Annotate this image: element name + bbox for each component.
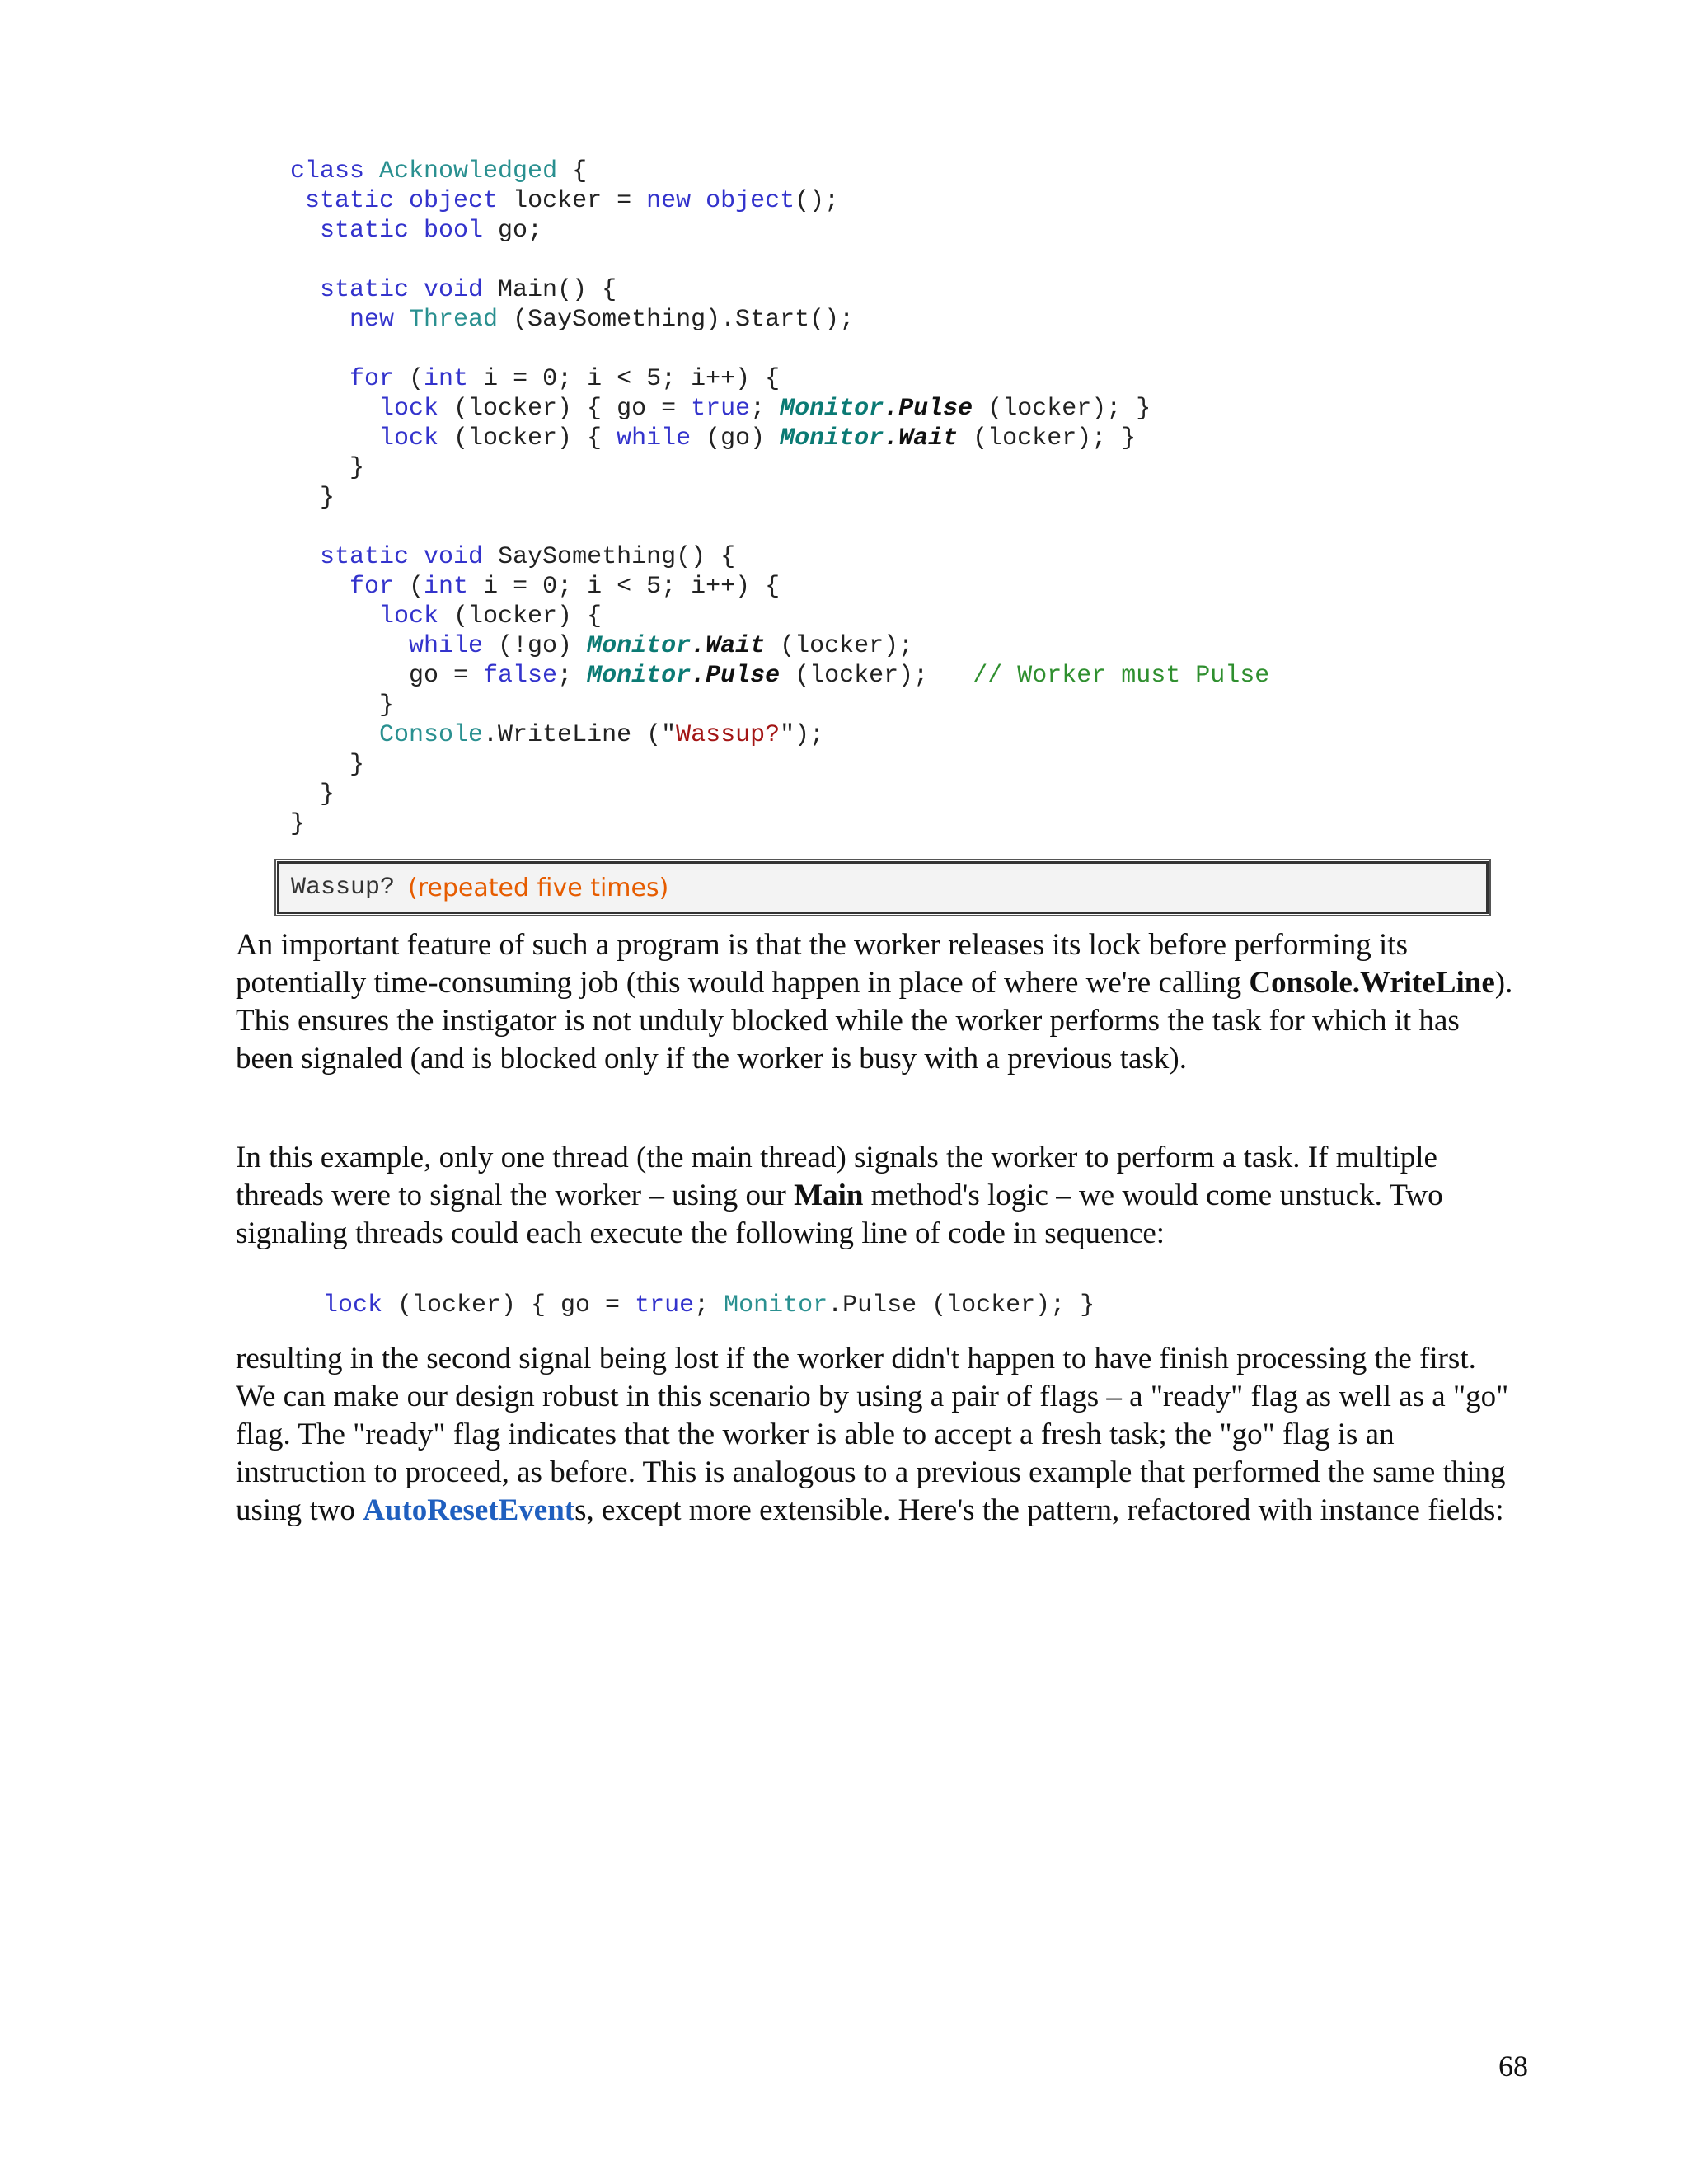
code-line: [290, 157, 1269, 186]
code-token: i = 0; i < 5; i++) {: [468, 365, 781, 393]
paragraph-text: In this example, only one thread (the main thread) signals the worker to perform a task. If multiple threads were to signal the worker – using our: [236, 1141, 1437, 1212]
code-token: void: [424, 543, 484, 571]
code-token: class: [290, 157, 380, 185]
code-token: // Worker must Pulse: [973, 662, 1270, 690]
paragraph-text: method's logic – we would come unstuck. Two signaling threads could each execute the following line of code in sequence:: [236, 1179, 1443, 1250]
code-token: static: [290, 187, 410, 215]
paragraph-text: s, except more extensible. Here's the pattern, refactored with instance fields:: [574, 1493, 1504, 1527]
code-token: while: [617, 424, 692, 452]
code-token: lock: [290, 395, 439, 423]
code-token: .Pulse: [691, 662, 781, 690]
code-line: [290, 809, 1269, 839]
code-line: [290, 394, 1269, 424]
code-line: [290, 424, 1269, 453]
code-line: [290, 305, 1269, 335]
code-token: Monitor: [780, 424, 884, 452]
code-token: (locker); }: [973, 395, 1151, 423]
code-line: [290, 750, 1269, 780]
bold-term: Console.WriteLine: [1249, 966, 1495, 1000]
code-token: (locker);: [765, 632, 914, 660]
code-token: (: [394, 365, 424, 393]
code-token: (locker) { go =: [382, 1291, 635, 1319]
code-token: .Wait: [691, 632, 766, 660]
paragraph-1: [236, 926, 1522, 1078]
code-token: lock: [290, 602, 439, 630]
code-token: static: [290, 276, 424, 304]
code-token: for: [290, 573, 395, 601]
code-token: lock: [290, 424, 439, 452]
code-token: ;: [694, 1291, 724, 1319]
code-token: new: [646, 187, 706, 215]
code-line: [290, 691, 1269, 720]
code-line: [290, 246, 1269, 275]
page-number: 68: [1498, 2050, 1528, 2083]
code-line: [290, 186, 1269, 216]
paragraph-2: [236, 1139, 1522, 1253]
code-token: int: [424, 573, 469, 601]
paragraph-text: ). This ensures the instigator is not unduly blocked while the worker performs the task for which it has been signaled (and is blocked only if the worker is busy with a previous task).: [236, 966, 1513, 1076]
code-line: [290, 275, 1269, 305]
code-line: [290, 572, 1269, 602]
code-token: }: [290, 691, 395, 719]
code-token: for: [290, 365, 395, 393]
output-text: Wassup?: [291, 874, 396, 902]
code-token: Wassup?: [676, 721, 781, 749]
code-token: (locker) {: [438, 602, 603, 630]
code-token: Thread: [409, 306, 499, 334]
code-token: .Pulse: [884, 395, 973, 423]
code-token: Main() {: [483, 276, 617, 304]
code-token: true: [691, 395, 751, 423]
code-line: [290, 364, 1269, 394]
code-token: go;: [483, 217, 543, 245]
code-token: Monitor: [724, 1291, 828, 1319]
inline-code-line: [323, 1291, 1095, 1319]
code-line: [290, 780, 1269, 809]
code-token: locker =: [498, 187, 647, 215]
code-token: {: [557, 157, 588, 185]
code-token: ;: [557, 662, 588, 690]
output-note: (repeated five times): [408, 873, 669, 902]
code-token: (locker); }: [958, 424, 1137, 452]
bold-term: Main: [794, 1179, 864, 1212]
code-token: }: [290, 751, 365, 779]
code-token: ");: [780, 721, 825, 749]
autoresetevent-link[interactable]: AutoResetEvent: [363, 1493, 575, 1527]
code-token: false: [483, 662, 558, 690]
code-token: new: [290, 306, 410, 334]
code-line: [290, 631, 1269, 661]
code-token: }: [290, 780, 335, 808]
code-line: [290, 542, 1269, 572]
paragraph-text: An important feature of such a program is that the worker releases its lock before performing its potentially time-consuming job (this would happen in place of where we're calling: [236, 928, 1408, 1000]
code-token: SaySomething() {: [483, 543, 736, 571]
code-token: (locker) { go =: [438, 395, 692, 423]
code-line: [290, 661, 1269, 691]
code-token: void: [424, 276, 484, 304]
code-line: [290, 513, 1269, 542]
code-token: ;: [750, 395, 781, 423]
code-token: while: [290, 632, 484, 660]
code-token: true: [635, 1291, 695, 1319]
code-token: (locker);: [780, 662, 973, 690]
code-token: object: [409, 187, 499, 215]
code-token: bool: [424, 217, 484, 245]
code-line: [290, 483, 1269, 513]
code-token: i = 0; i < 5; i++) {: [468, 573, 781, 601]
code-token: }: [290, 484, 335, 512]
code-token: (go): [691, 424, 781, 452]
code-line: [290, 216, 1269, 246]
code-token: (!go): [483, 632, 588, 660]
code-token: object: [706, 187, 795, 215]
code-line: [290, 335, 1269, 364]
code-token: lock: [323, 1291, 383, 1319]
code-token: (SaySomething).Start();: [498, 306, 855, 334]
console-output-box: [277, 861, 1489, 914]
code-token: .Pulse (locker); }: [828, 1291, 1095, 1319]
code-token: Monitor: [780, 395, 884, 423]
code-token: (locker) {: [438, 424, 617, 452]
code-token: Monitor: [587, 632, 692, 660]
paragraph-3: [236, 1340, 1522, 1530]
code-token: Console: [290, 721, 484, 749]
code-token: (: [394, 573, 424, 601]
code-line: [290, 602, 1269, 631]
code-token: go =: [290, 662, 484, 690]
code-token: .WriteLine (": [483, 721, 677, 749]
code-token: }: [290, 454, 365, 482]
code-token: }: [290, 810, 306, 838]
code-line: [290, 720, 1269, 750]
code-token: Monitor: [587, 662, 692, 690]
code-token: ();: [795, 187, 840, 215]
code-token: static: [290, 543, 424, 571]
code-token: .Wait: [884, 424, 959, 452]
code-token: int: [424, 365, 469, 393]
paragraph-text: resulting in the second signal being lost if the worker didn't happen to have finish processing the first. We can make our design robust in this scenario by using a pair of flags – a "ready" flag as well as a "go" flag. The "ready" flag indicates that the worker is able to accept a fresh task; the "go" flag is an instruction to proceed, as before. This is analogous to a previous example that performed the same thing using two: [236, 1342, 1509, 1527]
code-line: [290, 453, 1269, 483]
code-token: Acknowledged: [379, 157, 558, 185]
code-token: static: [290, 217, 424, 245]
code-block: [290, 157, 1269, 839]
